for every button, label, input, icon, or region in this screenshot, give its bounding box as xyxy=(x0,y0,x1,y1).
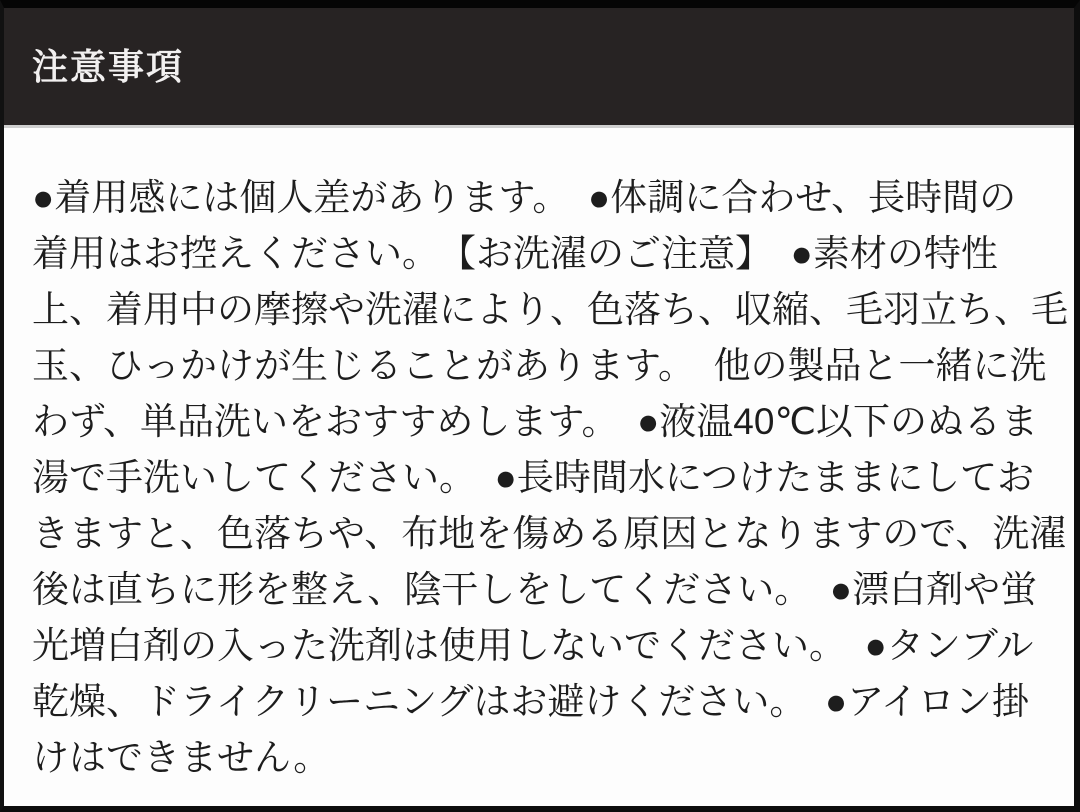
text-line: 光増白剤の入った洗剤は使用しないでください。 ●タンブル xyxy=(32,625,1034,666)
text-line: きますと、色落ちや、布地を傷める原因となりますので、洗濯 xyxy=(32,513,1067,554)
text-line: 上、着用中の摩擦や洗濯により、色落ち、収縮、毛羽立ち、毛 xyxy=(32,289,1068,330)
text-line: けはできません。 xyxy=(32,737,331,778)
section-title: 注意事項 xyxy=(32,45,185,87)
text-line: 着用はお控えください。 【お洗濯のご注意】 ●素材の特性 xyxy=(32,233,998,274)
text-line: 湯で手洗いしてください。 ●長時間水につけたままにしてお xyxy=(32,457,1035,498)
text-line: ●着用感には個人差があります。 ●体調に合わせ、長時間の xyxy=(32,177,1017,218)
section-header xyxy=(4,8,1074,128)
text-line: 乾燥、ドライクリーニングはお避けください。 ●アイロン掛 xyxy=(32,681,1029,722)
text-line: わず、単品洗いをおすすめします。 ●液温40℃以下のぬるま xyxy=(32,401,1039,442)
text-line: 玉、ひっかけが生じることがあります。 他の製品と一緒に洗 xyxy=(32,345,1047,386)
text-line: 後は直ちに形を整え、陰干しをしてください。 ●漂白剤や蛍 xyxy=(32,569,1038,610)
notice-text-body xyxy=(4,128,1074,786)
